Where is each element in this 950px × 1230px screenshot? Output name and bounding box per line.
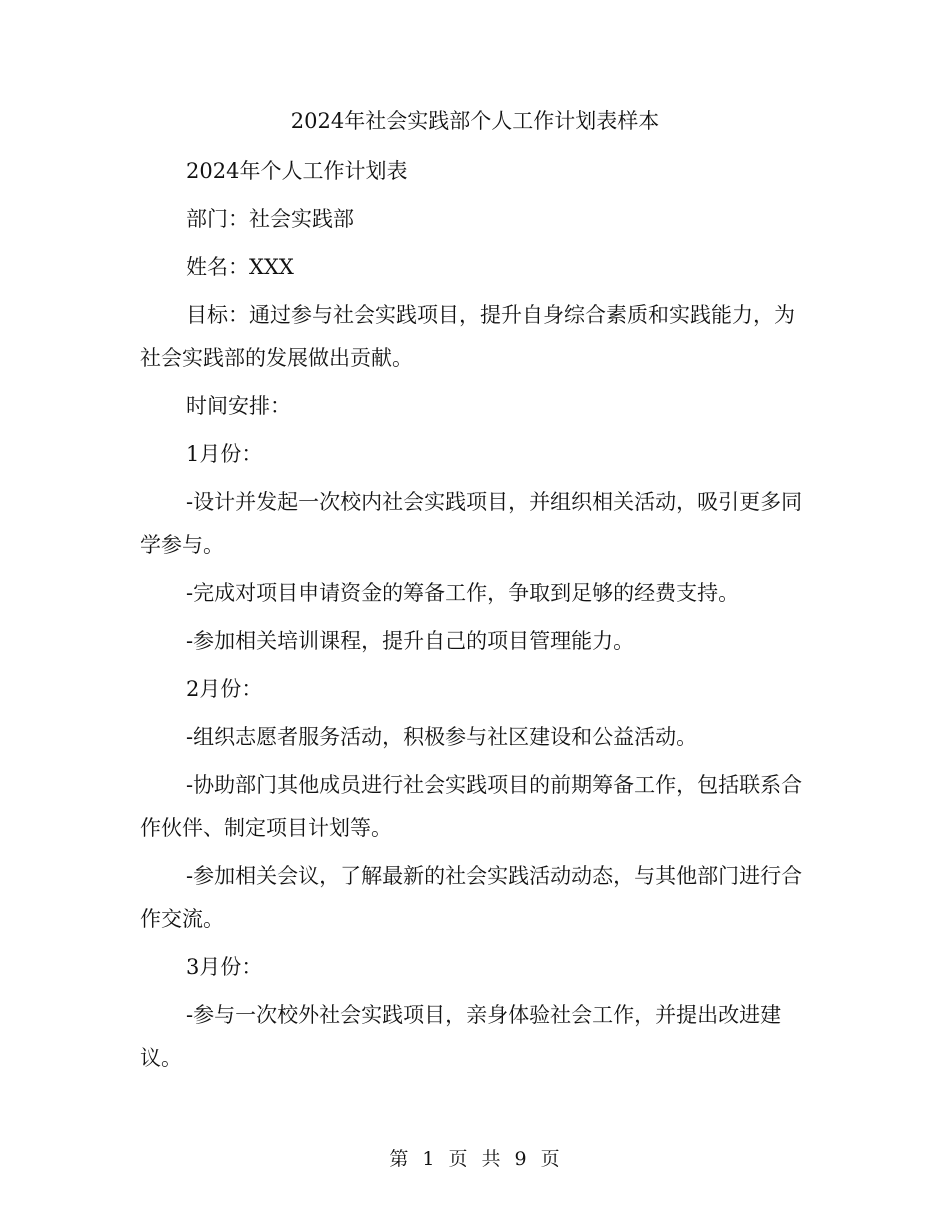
paragraph-month-3: 3月份： bbox=[186, 955, 263, 979]
paragraph-item: -组织志愿者服务活动，积极参与社区建设和公益活动。 bbox=[186, 725, 698, 749]
paragraph-item: -协助部门其他成员进行社会实践项目的前期筹备工作，包括联系合作伙伴、制定项目计划等。 bbox=[140, 773, 803, 840]
document-title: 2024年社会实践部个人工作计划表样本 bbox=[290, 109, 660, 133]
paragraph-item: -参加相关培训课程，提升自己的项目管理能力。 bbox=[186, 629, 635, 653]
paragraph-department: 部门：社会实践部 bbox=[186, 207, 354, 231]
paragraph-schedule-heading: 时间安排： bbox=[186, 394, 291, 418]
paragraph-name: 姓名：XXX bbox=[186, 255, 294, 279]
paragraph-plan-heading: 2024年个人工作计划表 bbox=[186, 159, 408, 183]
paragraph-item: -设计并发起一次校内社会实践项目，并组织相关活动，吸引更多同学参与。 bbox=[140, 490, 803, 557]
paragraph-month-1: 1月份： bbox=[186, 442, 263, 466]
paragraph-item: -参与一次校外社会实践项目，亲身体验社会工作，并提出改进建议。 bbox=[140, 1003, 782, 1070]
page-footer: 第 1 页 共 9 页 bbox=[389, 1148, 561, 1170]
document-body bbox=[140, 150, 812, 1085]
paragraph-goal: 目标：通过参与社会实践项目，提升自身综合素质和实践能力，为社会实践部的发展做出贡献。 bbox=[140, 303, 795, 370]
paragraph-item: -参加相关会议，了解最新的社会实践活动动态，与其他部门进行合作交流。 bbox=[140, 864, 803, 931]
paragraph-item: -完成对项目申请资金的筹备工作，争取到足够的经费支持。 bbox=[186, 581, 740, 605]
paragraph-month-2: 2月份： bbox=[186, 677, 263, 701]
